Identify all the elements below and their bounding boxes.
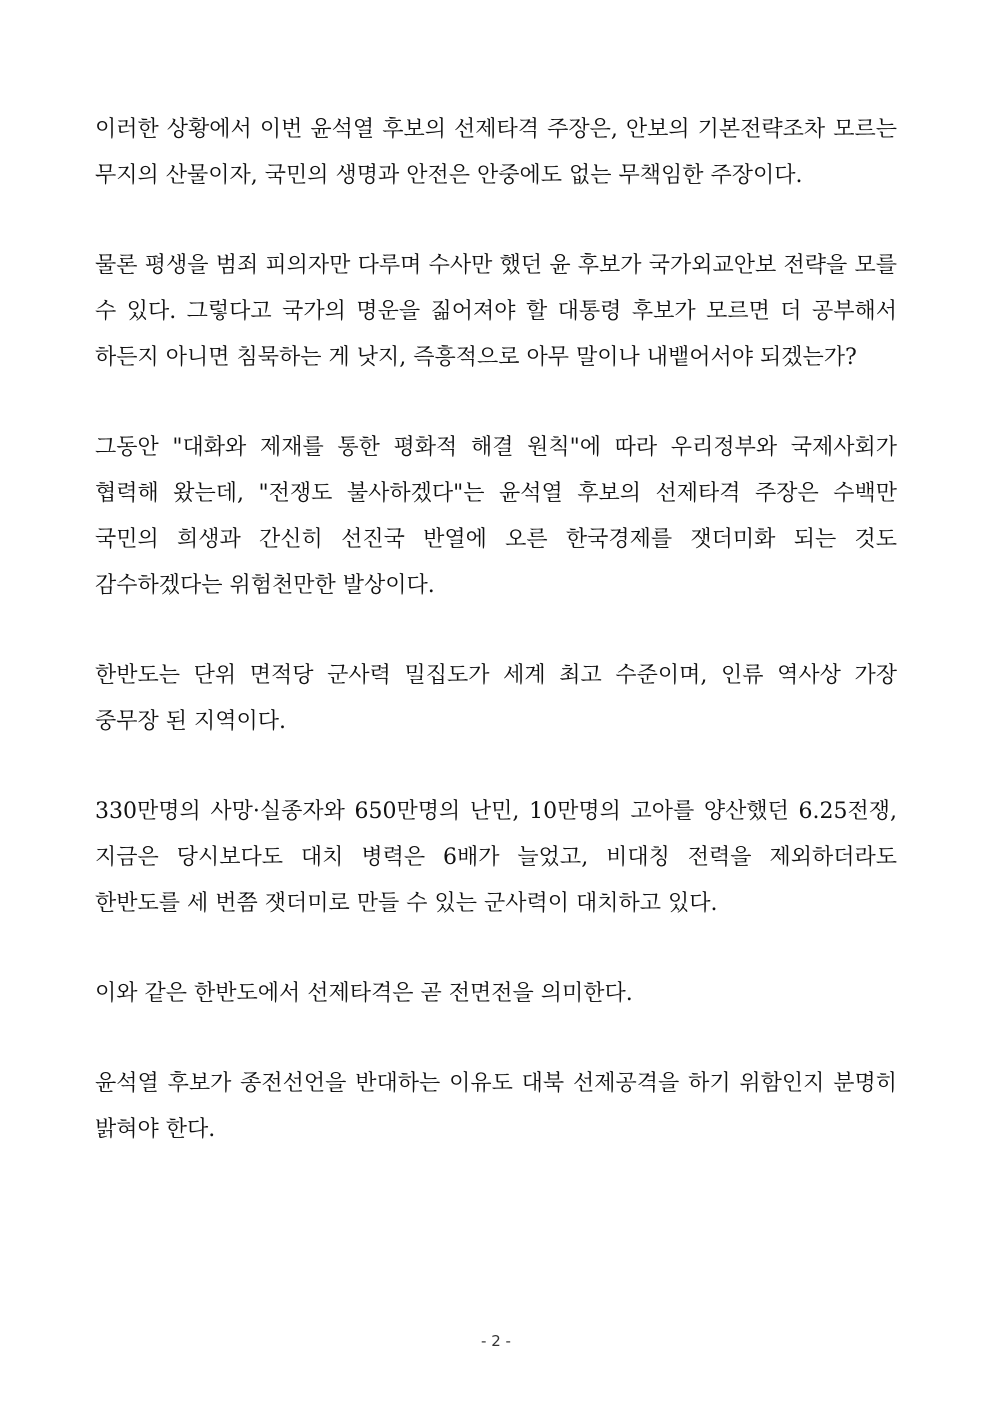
paragraph-4: 한반도는 단위 면적당 군사력 밀집도가 세계 최고 수준이며, 인류 역사상 가장 중무장 된 지역이다. — [95, 663, 897, 734]
paragraph-6: 이와 같은 한반도에서 선제타격은 곧 전면전을 의미한다. — [95, 981, 633, 1006]
paragraph-7: 윤석열 후보가 종전선언을 반대하는 이유도 대북 선제공격을 하기 위함인지 분명히 밝혀야 한다. — [95, 1071, 897, 1142]
page-number: - 2 - — [481, 1332, 511, 1350]
paragraph-3: 그동안 "대화와 제재를 통한 평화적 해결 원칙"에 따라 우리정부와 국제사회가 협력해 왔는데, "전쟁도 불사하겠다"는 윤석열 후보의 선제타격 주장은 수백만 국민의 희생과 간신히 선진국 반열에 오른 한국경제를 잿더미화 되는 것도 감수하겠다는 위험천만한 발상이다. — [95, 435, 897, 598]
paragraph-1: 이러한 상황에서 이번 윤석열 후보의 선제타격 주장은, 안보의 기본전략조차 모르는 무지의 산물이자, 국민의 생명과 안전은 안중에도 없는 무책임한 주장이다. — [95, 117, 897, 188]
paragraph-2: 물론 평생을 범죄 피의자만 다루며 수사만 했던 윤 후보가 국가외교안보 전략을 모를 수 있다. 그렇다고 국가의 명운을 짊어져야 할 대통령 후보가 모르면 더 공부해서 하든지 아니면 침묵하는 게 낫지, 즉흥적으로 아무 말이나 내뱉어서야 되겠는가? — [95, 253, 897, 370]
document-body — [95, 107, 897, 1197]
paragraph-5: 330만명의 사망·실종자와 650만명의 난민, 10만명의 고아를 양산했던 6.25전쟁, 지금은 당시보다도 대치 병력은 6배가 늘었고, 비대칭 전력을 제외하더라도 한반도를 세 번쯤 잿더미로 만들 수 있는 군사력이 대치하고 있다. — [95, 799, 897, 916]
